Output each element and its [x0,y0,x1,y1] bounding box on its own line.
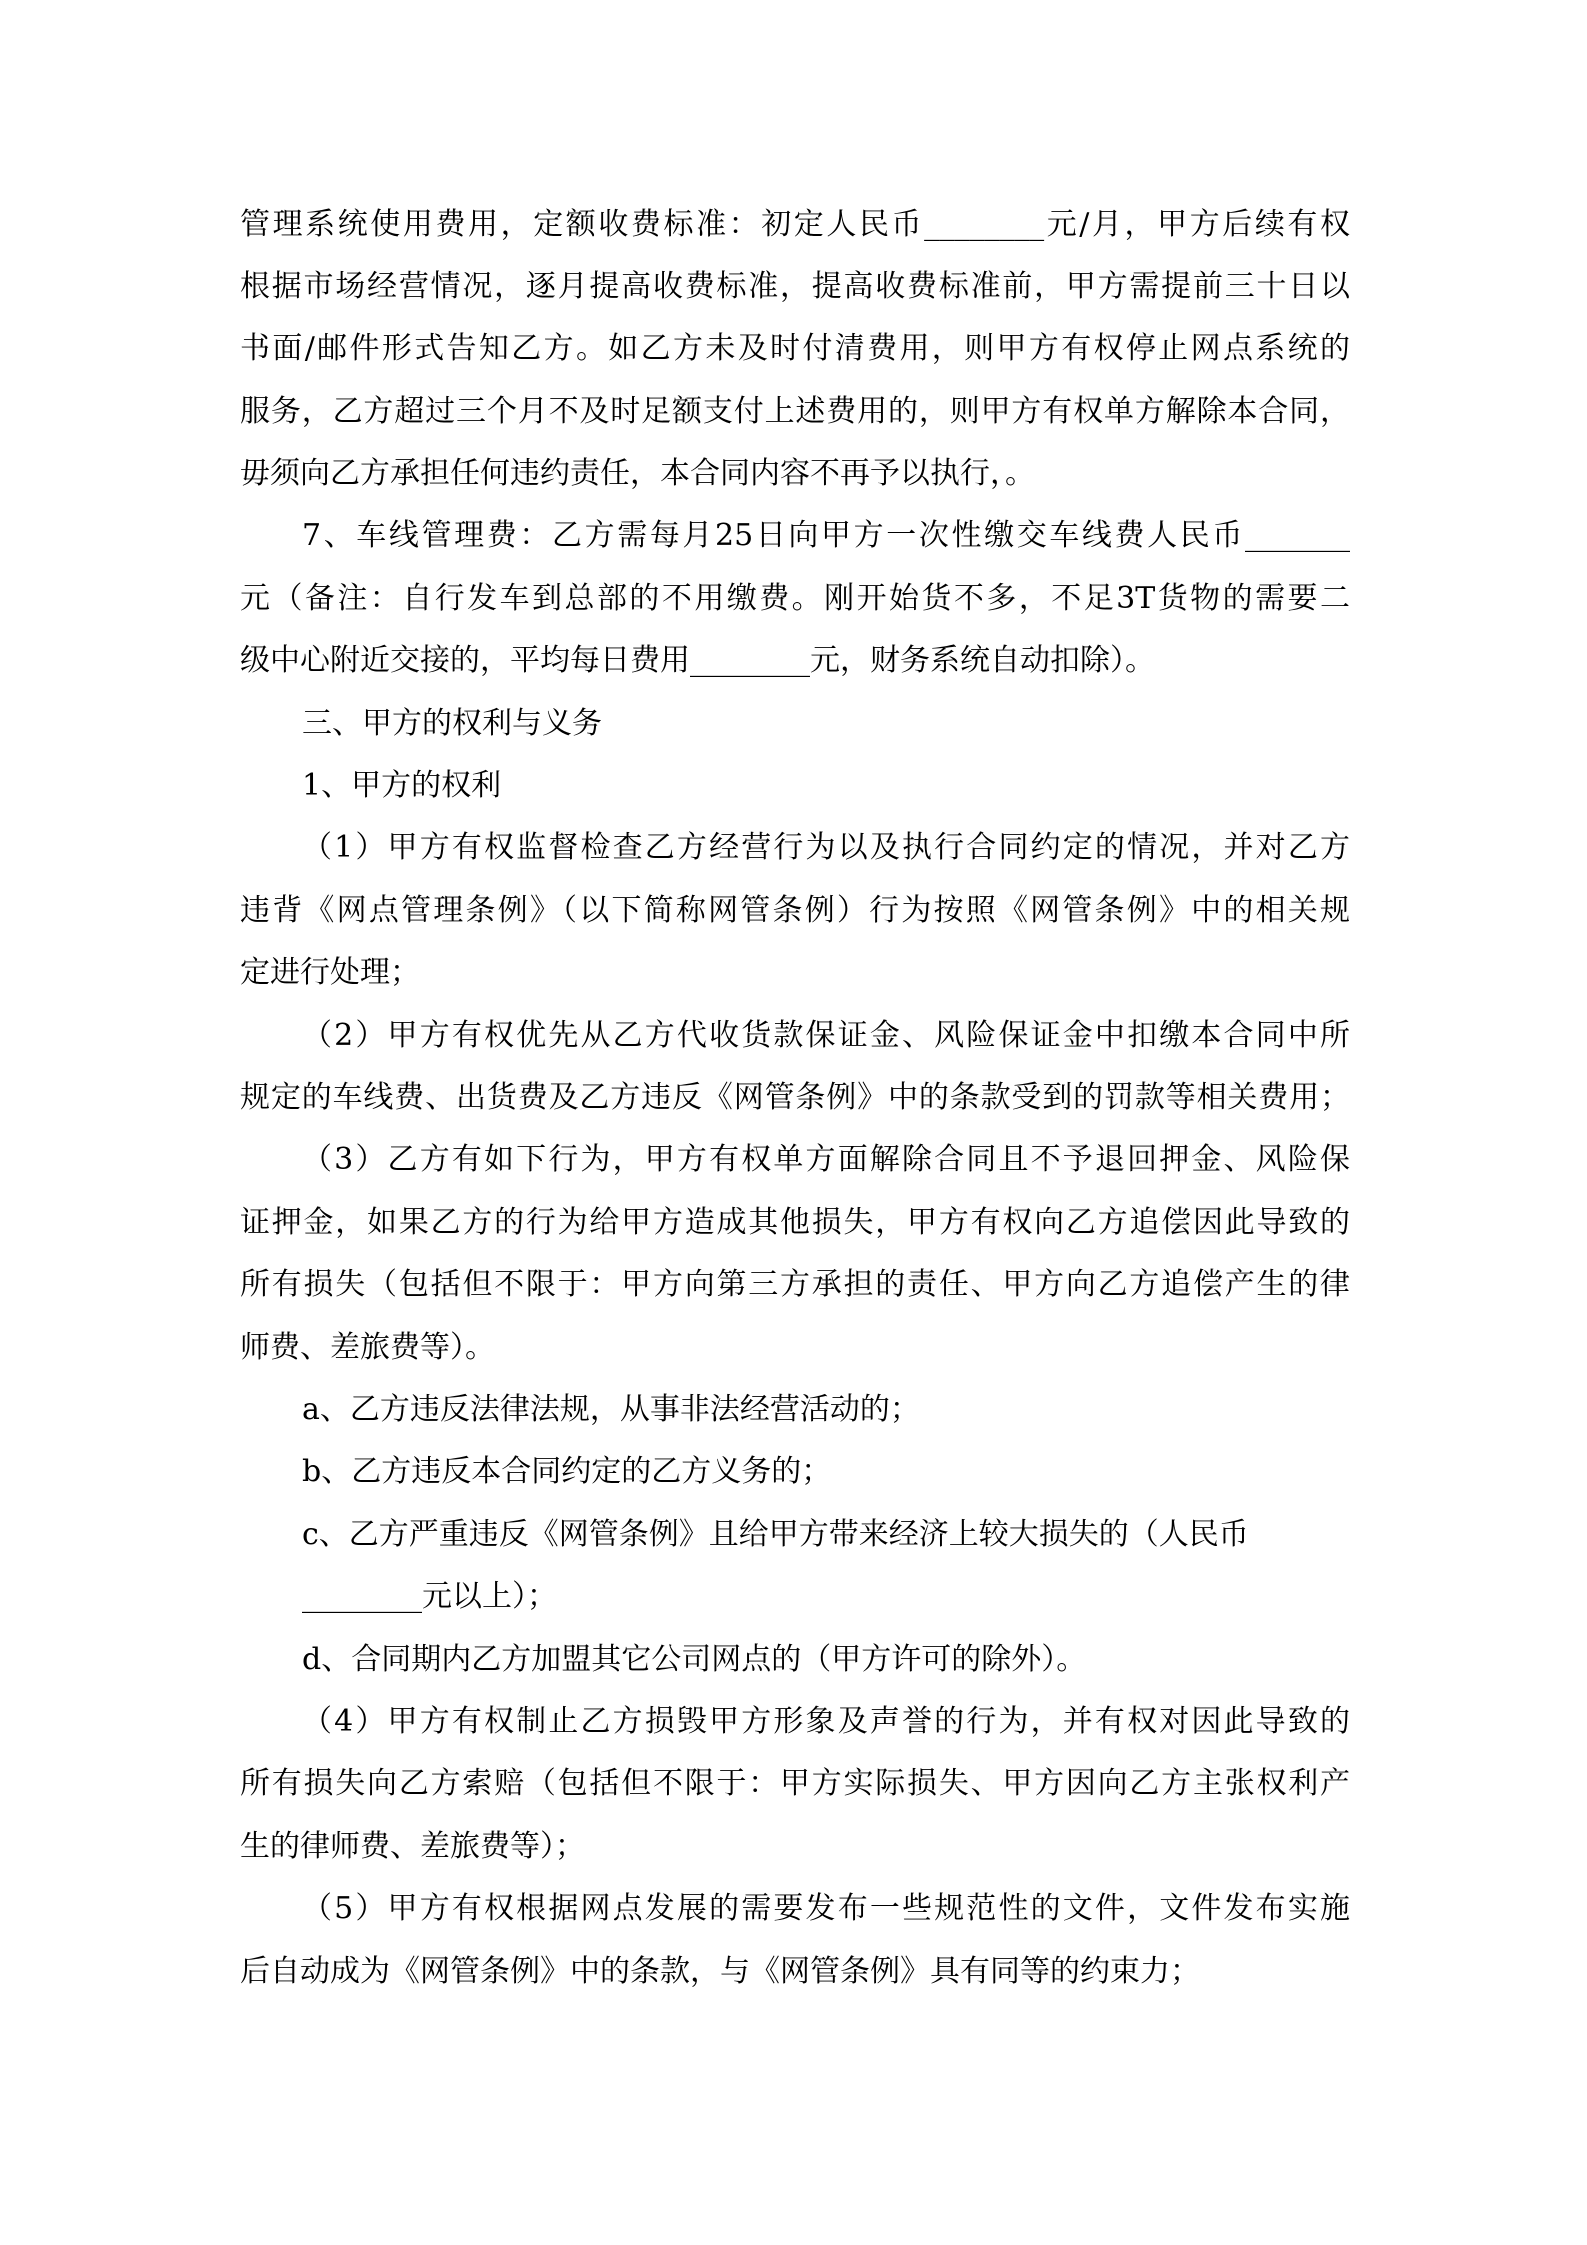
text-line: 师费、差旅费等）。 [240,1330,495,1365]
list-item: a、乙方违反法律法规，从事非法经营活动的； [302,1392,920,1427]
text-line: 服务，乙方超过三个月不及时足额支付上述费用的，则甲方有权单方解除本合同， [240,394,1350,429]
text-line: 管理系统使用费用，定额收费标准：初定人民币________元/月，甲方后续有权 [240,207,1350,242]
text-line: 生的律师费、差旅费等）； [240,1829,585,1864]
section-heading: 三、甲方的权利与义务 [302,706,602,741]
text-line: 定进行处理； [240,955,420,990]
text-line: （5）甲方有权根据网点发展的需要发布一些规范性的文件，文件发布实施 [302,1891,1350,1926]
text-line: （1）甲方有权监督检查乙方经营行为以及执行合同约定的情况，并对乙方 [302,830,1350,865]
subsection-heading: 1、甲方的权利 [302,768,502,803]
text-line: 所有损失（包括但不限于：甲方向第三方承担的责任、甲方向乙方追偿产生的律 [240,1267,1350,1302]
text-line: 规定的车线费、出货费及乙方违反《网管条例》中的条款受到的罚款等相关费用； [240,1080,1350,1115]
text-line: 所有损失向乙方索赔（包括但不限于：甲方实际损失、甲方因向乙方主张权利产 [240,1766,1350,1801]
list-item: b、乙方违反本合同约定的乙方义务的； [302,1454,832,1489]
text-line: （4）甲方有权制止乙方损毁甲方形象及声誉的行为，并有权对因此导致的 [302,1704,1350,1739]
text-line: 后自动成为《网管条例》中的条款，与《网管条例》具有同等的约束力； [240,1954,1200,1989]
text-line: （2）甲方有权优先从乙方代收货款保证金、风险保证金中扣缴本合同中所 [302,1018,1350,1053]
text-line: 书面/邮件形式告知乙方。如乙方未及时付清费用，则甲方有权停止网点系统的 [240,331,1350,366]
text-line: 级中心附近交接的，平均每日费用________元，财务系统自动扣除）。 [240,643,1155,678]
list-item: c、乙方严重违反《网管条例》且给甲方带来经济上较大损失的（人民币 [302,1517,1249,1552]
text-line: 7、车线管理费：乙方需每月25日向甲方一次性缴交车线费人民币_______ [302,518,1350,553]
text-line: 元（备注：自行发车到总部的不用缴费。刚开始货不多，不足3T货物的需要二 [240,581,1350,616]
text-line: 根据市场经营情况，逐月提高收费标准，提高收费标准前，甲方需提前三十日以 [240,269,1350,304]
text-line: ________元以上）； [302,1579,557,1614]
text-line: 违背《网点管理条例》（以下简称网管条例）行为按照《网管条例》中的相关规 [240,893,1350,928]
list-item: d、合同期内乙方加盟其它公司网点的（甲方许可的除外）。 [302,1642,1087,1677]
text-line: 证押金，如果乙方的行为给甲方造成其他损失，甲方有权向乙方追偿因此导致的 [240,1205,1350,1240]
text-line: 毋须向乙方承担任何违约责任，本合同内容不再予以执行，。 [240,456,1035,491]
text-line: （3）乙方有如下行为，甲方有权单方面解除合同且不予退回押金、风险保 [302,1142,1350,1177]
